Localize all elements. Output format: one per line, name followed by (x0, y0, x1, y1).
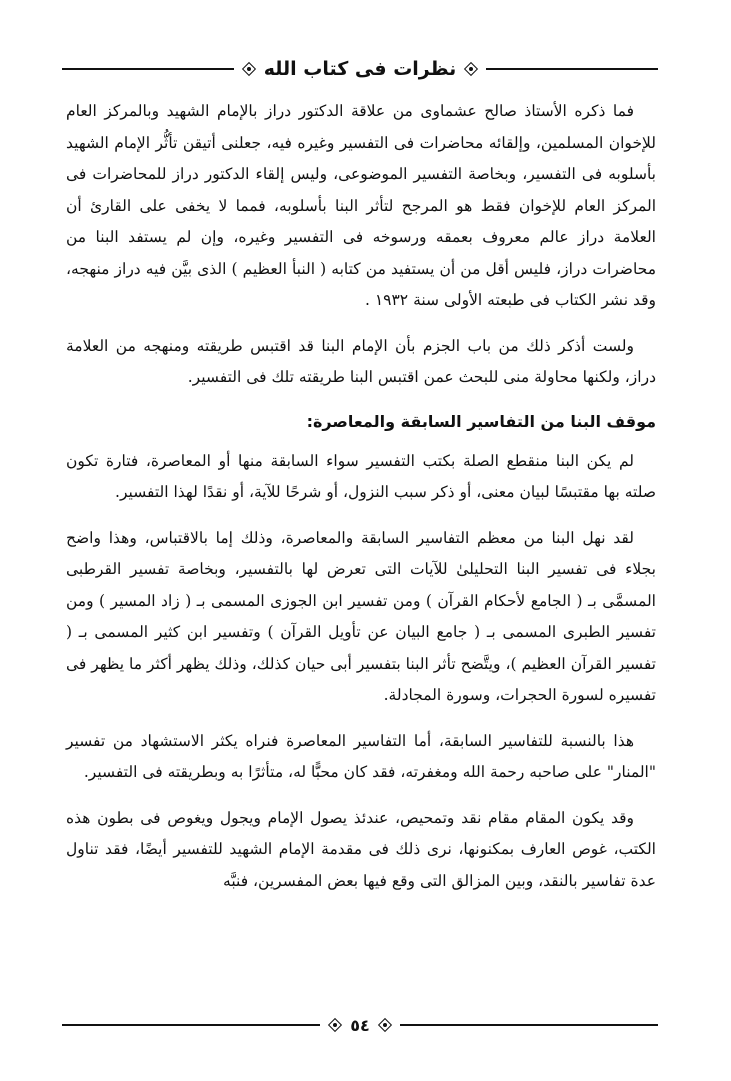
ornament-icon (328, 1018, 342, 1032)
footer-rule-left (62, 1024, 320, 1026)
book-title: نظرات فى كتاب الله (263, 58, 457, 80)
paragraph: هذا بالنسبة للتفاسير السابقة، أما التفاسير المعاصرة فنراه يكثر الاستشهاد من تفسير "المنار" على صاحبه رحمة الله ومغفرته، فقد كان محبًّا له، متأثرًا به وبطريقته فى التفسير. (66, 731, 656, 781)
ornament-icon (242, 62, 256, 76)
ornament-icon (464, 62, 478, 76)
section-heading: موقف البنا من التفاسير السابقة والمعاصرة: (306, 411, 656, 431)
footer-rule-right (400, 1024, 658, 1026)
running-header (62, 54, 658, 84)
ornament-icon (378, 1018, 392, 1032)
paragraph: فما ذكره الأستاذ صالح عشماوى من علاقة الدكتور دراز بالإمام الشهيد وبالمركز العام للإخوان المسلمين، وإلقائه محاضرات فى التفسير وغيره فيه، جعلنى أتيقن تأثُّر الإمام الشهيد بأسلوبه فى التفسير، وبخاصة التفسير الموضوعى، وليس إلقاء الدكتور دراز للمحاضرات فى المركز العام للإخوان فقط هو المرجح لتأثر البنا بأسلوبه، فمما لا يخفى على القارئ أن العلامة دراز عالم معروف بعمقه ورسوخه فى التفسير وغيره، وإن لم يستفد البنا من محاضرات دراز، فليس أقل من أن يستفيد من كتابه ( النبأ العظيم ) الذى بيَّن فيه دراز منهجه، وقد نشر الكتاب فى طبعته الأولى سنة ١٩٣٢ . (66, 102, 656, 309)
page-number: ٥٤ (350, 1015, 370, 1035)
page-body (66, 96, 656, 911)
paragraph: لم يكن البنا منقطع الصلة بكتب التفسير سواء السابقة منها أو المعاصرة، فتارة تكون صلته بها مقتبسًا لبيان معنى، أو ذكر سبب النزول، أو شرحًا للآية، أو نقدًا لهذا التفسير. (66, 451, 656, 501)
header-rule-right (486, 68, 658, 70)
header-rule-left (62, 68, 234, 70)
paragraph: لقد نهل البنا من معظم التفاسير السابقة والمعاصرة، وذلك إما بالاقتباس، وهذا واضح بجلاء فى تفسير البنا التحليلىٰ للآيات التى تعرض لها بالتفسير، وبخاصة تفسير القرطبى المسمَّى بـ ( الجامع لأحكام القرآن ) ومن تفسير ابن الجوزى المسمى بـ ( زاد المسير ) ومن تفسير الطبرى المسمى بـ ( جامع البيان عن تأويل القرآن ) وتفسير ابن كثير المسمى بـ ( تفسير القرآن العظيم )، ويتَّضح تأثر البنا بتفسير أبى حيان كذلك، وذلك يظهر أكثر ما يظهر فى تفسيره لسورة الحجرات، وسورة المجادلة. (66, 528, 656, 704)
paragraph: ولست أذكر ذلك من باب الجزم بأن الإمام البنا قد اقتبس طريقته ومنهجه من العلامة دراز، ولكنها محاولة منى للبحث عمن اقتبس البنا طريقته تلك فى التفسير. (66, 336, 656, 386)
page-footer (62, 1012, 658, 1038)
paragraph: وقد يكون المقام مقام نقد وتمحيص، عندئذ يصول الإمام ويجول ويغوص فى بطون هذه الكتب، غوص العارف بمكنونها، نرى ذلك فى مقدمة الإمام الشهيد للتفسير أيضًا، فقد تناول عدة تفاسير بالنقد، وبين المزالق التى وقع فيها بعض المفسرين، فنبَّه (66, 808, 656, 890)
